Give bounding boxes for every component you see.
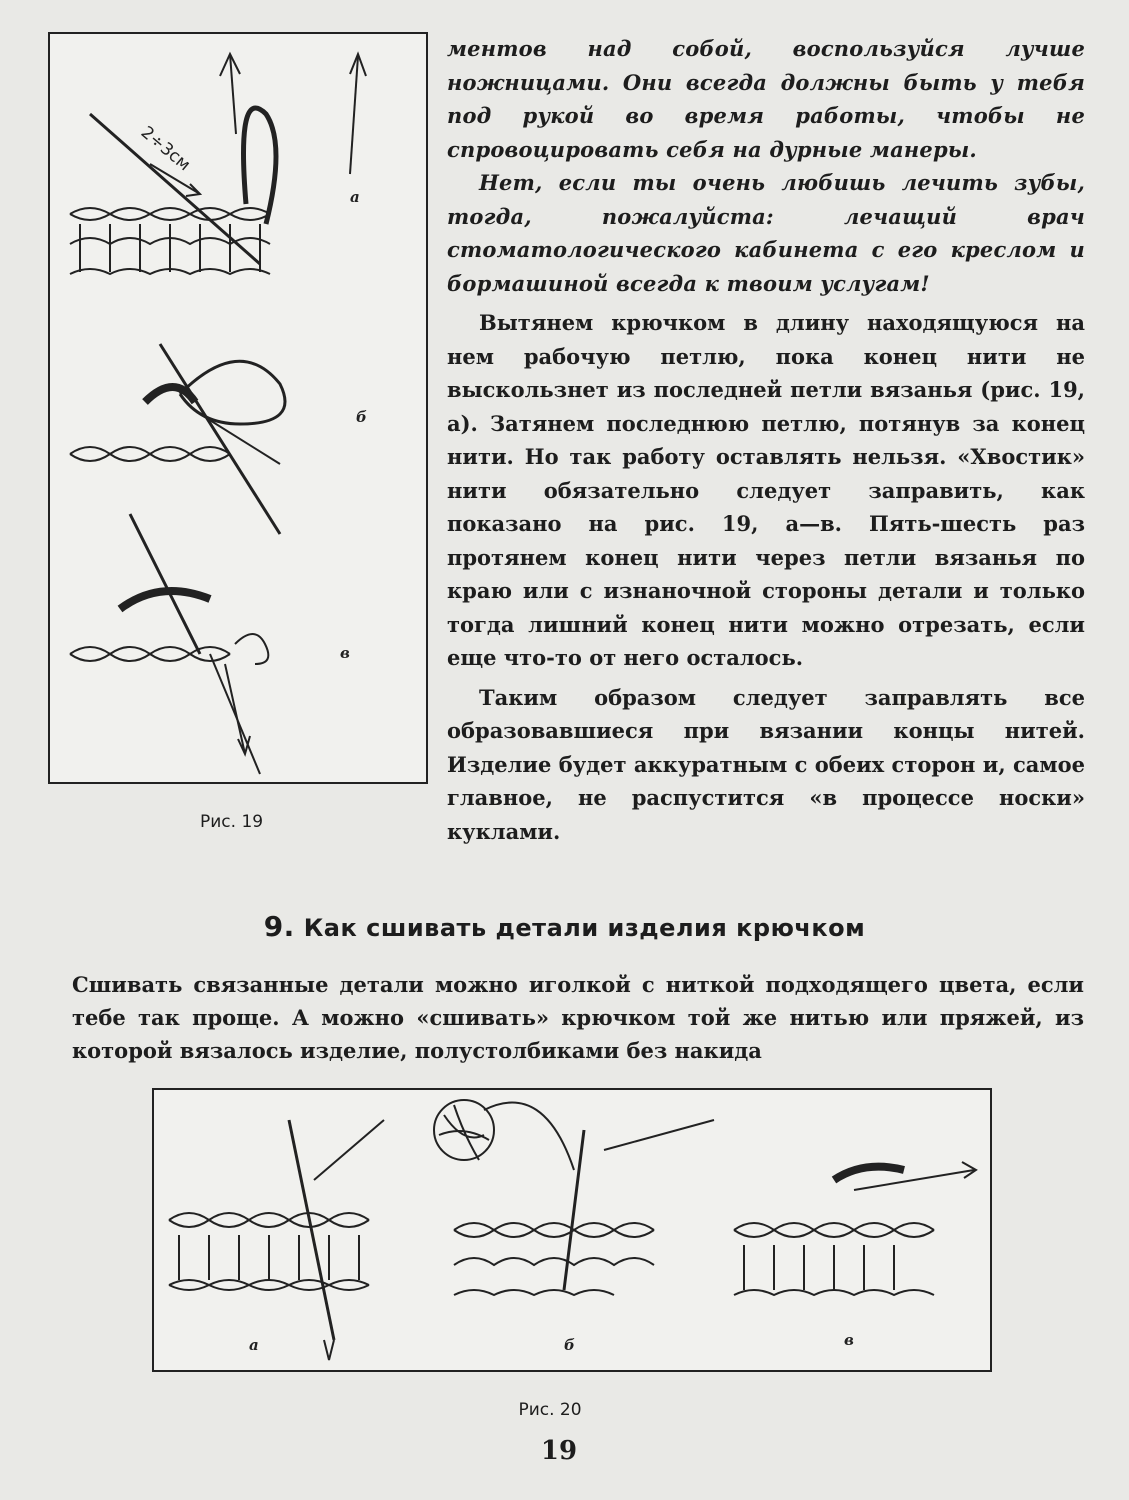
stitch-rows-a <box>70 208 270 274</box>
figure-19-label-c: в <box>340 644 350 662</box>
stitch-block-b <box>454 1223 654 1295</box>
body-text <box>72 968 1084 1067</box>
loop-a <box>244 108 277 224</box>
figure-19-label-b: б <box>356 408 367 426</box>
section-title: Как сшивать детали изделия крючком <box>303 914 866 942</box>
stitch-rows-b <box>70 447 230 461</box>
text-column <box>447 32 1085 848</box>
figure-20 <box>152 1088 992 1372</box>
paragraph-1: ментов над собой, воспользуйся лучше ножницами. Они всегда должны быть у тебя под рукой во время работы, чтобы не спровоцировать себя на дурные манеры. <box>447 36 1085 162</box>
figure-19-caption: Рис. 19 <box>200 812 264 832</box>
measure-label: 2÷3см <box>136 122 195 176</box>
hook-b <box>160 344 280 534</box>
paragraph-2: Нет, если ты очень любишь лечить зубы, тогда, пожалуйста: лечащий врач стоматологического кабинета с его креслом и бормашиной всегда к твоим услугам! <box>447 170 1085 296</box>
section-heading <box>0 910 1129 943</box>
stitch-block-a <box>169 1213 369 1290</box>
figure-20-label-c: в <box>844 1331 854 1349</box>
figure-20-illustration <box>154 1090 990 1370</box>
figure-20-label-b: б <box>564 1336 575 1354</box>
figure-19-label-a: а <box>350 188 360 206</box>
paragraph-4: Таким образом следует заправлять все образовавшиеся при вязании концы нитей. Изделие будет аккуратным с обеих сторон и, самое главное, не распустится «в процессе носки» куклами. <box>447 684 1085 844</box>
paragraph-3: Вытянем крючком в длину находящуюся на нем рабочую петлю, пока конец нити не выскользнет из последней петли вязанья (рис. 19, а). Затянем последнюю петлю, потянув за конец нити. Но так работу оставлять нельзя. «Хвостик» нити обязательно следует заправить, как показано на рис. 19, а—в. Пять-шесть раз протянем конец нити через петли вязанья по краю или с изнаночной стороны детали и только тогда лишний конец нити можно отрезать, если еще что-то от него осталось. <box>447 310 1085 670</box>
hook-c <box>130 514 200 654</box>
figure-19-illustration <box>50 34 426 782</box>
figure-20-label-a: а <box>249 1336 259 1354</box>
page-number: 19 <box>540 1436 578 1466</box>
paragraph-5: Сшивать связанные детали можно иголкой с ниткой подходящего цвета, если тебе так проще. А можно «сшивать» крючком той же нитью или пряжей, из которой вязалось изделие, полустолбиками без накида <box>72 972 1084 1063</box>
figure-19 <box>48 32 428 784</box>
stitch-rows-c <box>70 647 230 661</box>
figure-20-caption: Рис. 20 <box>518 1400 582 1420</box>
stitch-block-c <box>734 1223 934 1295</box>
section-number: 9. <box>263 910 295 943</box>
